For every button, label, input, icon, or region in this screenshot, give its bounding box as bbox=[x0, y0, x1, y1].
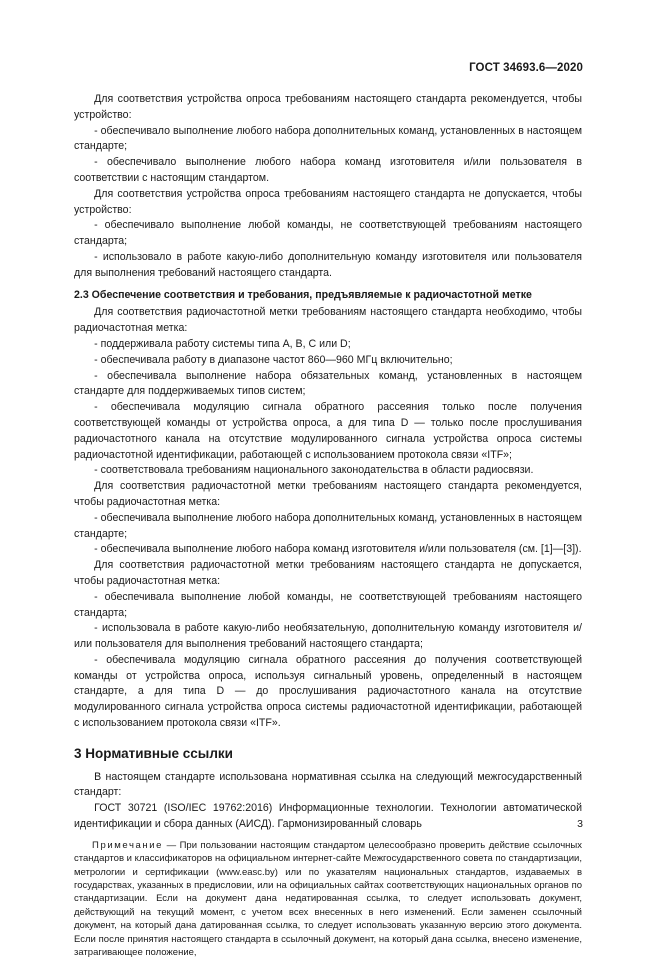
paragraph: Для соответствия радиочастотной метки требованиям настоящего стандарта не допускается, чтобы радиочастотная метка: bbox=[74, 559, 582, 587]
page-number: 3 bbox=[577, 818, 583, 830]
section-2-3-title: 2.3 Обеспечение соответствия и требования, предъявляемые к радиочастотной метке bbox=[74, 288, 532, 301]
paragraph-group-1 bbox=[74, 92, 582, 282]
paragraph: - обеспечивала модуляцию сигнала обратного рассеяния только после получения соответствующей команды от устройства опроса, а для типа D — только после прослушивания радиочастотного канала на отсутствие модулированного сигнала устройства опроса системы радиочастотной идентификации, работающей с использованием протокола связи «ITF»; bbox=[74, 401, 582, 461]
paragraph: Для соответствия устройства опроса требованиям настоящего стандарта рекомендуется, чтобы устройство: bbox=[74, 93, 582, 121]
paragraph: - использовало в работе какую-либо дополнительную команду изготовителя или пользователя для выполнения требований настоящего стандарта. bbox=[74, 250, 582, 279]
paragraph: - поддерживала работу системы типа А, В, С или D; bbox=[94, 337, 351, 350]
paragraph: - соответствовала требованиям национального законодательства в области радиосвязи. bbox=[94, 464, 534, 477]
paragraph: - обеспечивала выполнение любой команды, не соответствующей требованиям настоящего стандарта; bbox=[74, 590, 582, 619]
paragraph: - использовала в работе какую-либо необязательную, дополнительную команду изготовителя и/или пользователя для выполнения требований настоящего стандарта; bbox=[74, 622, 582, 651]
paragraph-group-3 bbox=[74, 770, 582, 833]
section-3-title: 3 Нормативные ссылки bbox=[74, 745, 233, 761]
page-content bbox=[74, 92, 582, 960]
document-id: ГОСТ 34693.6—2020 bbox=[469, 62, 583, 74]
paragraph-group-2 bbox=[74, 305, 582, 732]
note-text: — При пользовании настоящим стандартом целесообразно проверить действие ссылочных стандартов и классификаторов на официальном интернет-сайте Межгосударственного совета по стандартизации, метрологии и сертификации (www.easc.by) или по указателям национальных стандартов, издаваемых в государствах, указанных в предисловии, или на официальных сайтах соответствующих национальных органов по стандартизации. Если на документ дана недатированная ссылка, то следует использовать документ, действующий на текущий момент, с учетом всех внесенных в него изменений. Если заменен ссылочный документ, на который дана датированная ссылка, то следует использовать указанную версию этого документа. Если после принятия настоящего стандарта в ссылочный документ, на который дана ссылка, внесено изменение, затрагивающее положение, bbox=[74, 839, 582, 959]
note-label: Примечание bbox=[92, 839, 164, 851]
paragraph: - обеспечивала выполнение набора обязательных команд, установленных в настоящем стандарте для поддерживаемых типов систем; bbox=[74, 369, 582, 398]
paragraph: ГОСТ 30721 (ISO/IEC 19762:2016) Информационные технологии. Технологии автоматической идентификации и сбора данных (АИСД). Гармонизированный словарь bbox=[74, 802, 582, 831]
paragraph: - обеспечивала модуляцию сигнала обратного рассеяния до получения соответствующей команды от устройства опроса, используя сигнальный уровень, определенный в настоящем стандарте, а для типа D — до прослушивания радиочастотного канала на отсутствие модулированного сигнала устройства опроса системы радиочастотной идентификации, работающей с использованием протокола связи «ITF». bbox=[74, 653, 582, 730]
paragraph: Для соответствия радиочастотной метки требованиям настоящего стандарта необходимо, чтобы радиочастотная метка: bbox=[74, 306, 582, 335]
paragraph: - обеспечивала выполнение любого набора дополнительных команд, установленных в настоящем стандарте; bbox=[74, 511, 582, 540]
paragraph: - обеспечивало выполнение любого набора дополнительных команд, установленных в настоящем стандарте; bbox=[74, 124, 582, 153]
note bbox=[74, 839, 582, 960]
paragraph: - обеспечивало выполнение любой команды, не соответствующей требованиям настоящего стандарта; bbox=[74, 219, 582, 248]
paragraph: - обеспечивала работу в диапазоне частот 860—960 МГц включительно; bbox=[94, 353, 453, 366]
paragraph: В настоящем стандарте использована нормативная ссылка на следующий межгосударственный стандарт: bbox=[74, 770, 582, 799]
paragraph: - обеспечивала выполнение любого набора команд изготовителя и/или пользователя (см. [1]—[3]). bbox=[94, 543, 582, 556]
paragraph: - обеспечивало выполнение любого набора команд изготовителя и/или пользователя в соответствии с настоящим стандартом. bbox=[74, 156, 582, 184]
paragraph: Для соответствия устройства опроса требованиям настоящего стандарта не допускается, чтобы устройство: bbox=[74, 187, 582, 216]
paragraph: Для соответствия радиочастотной метки требованиям настоящего стандарта рекомендуется, чтобы радиочастотная метка: bbox=[74, 480, 582, 508]
